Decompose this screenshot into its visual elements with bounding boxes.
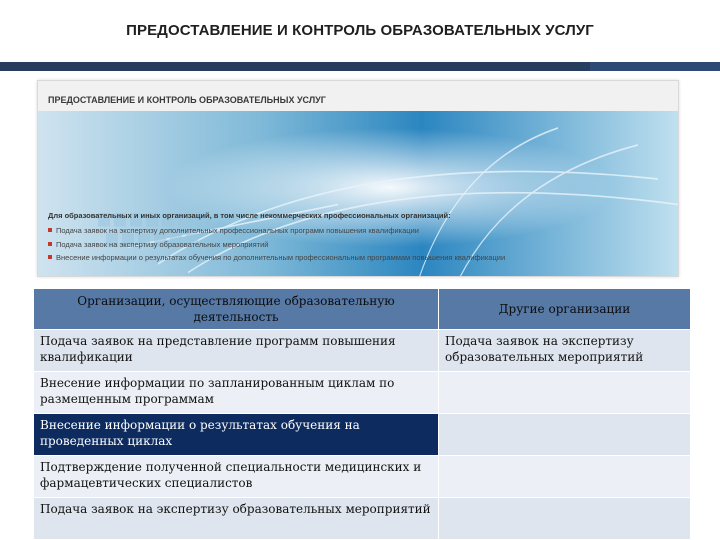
- table-row-highlighted: [34, 414, 691, 456]
- title-bar: [0, 62, 720, 71]
- header-educational-orgs: Организации, осуществляющие образовательную деятельность: [34, 289, 439, 330]
- services-table: [33, 288, 691, 540]
- table-row: [34, 372, 691, 414]
- list-item[interactable]: Внесение информации о результатах обучения по дополнительным профессиональным программам повышения квалификации: [48, 251, 505, 265]
- table-cell: Внесение информации о результатах обучения на проведенных циклах: [34, 414, 439, 456]
- table-cell: [439, 372, 691, 414]
- table-cell: Подача заявок на экспертизу образовательных мероприятий: [34, 498, 439, 540]
- portal-screenshot: [37, 80, 679, 277]
- list-item[interactable]: Подача заявок на экспертизу образовательных мероприятий: [48, 238, 505, 252]
- title-bar-accent: [590, 62, 720, 71]
- table-cell: Внесение информации по запланированным циклам по размещенным программам: [34, 372, 439, 414]
- table-row: [34, 498, 691, 540]
- table-row: [34, 456, 691, 498]
- table-cell: [439, 456, 691, 498]
- table-cell: [439, 498, 691, 540]
- table-header-row: [34, 289, 691, 330]
- slide-title: ПРЕДОСТАВЛЕНИЕ И КОНТРОЛЬ ОБРАЗОВАТЕЛЬНЫХ УСЛУГ: [126, 22, 594, 39]
- table-cell: Подача заявок на экспертизу образовательных мероприятий: [439, 330, 691, 372]
- table-cell: [439, 414, 691, 456]
- table-cell: Подтверждение полученной специальности медицинских и фармацевтических специалистов: [34, 456, 439, 498]
- table-row: [34, 330, 691, 372]
- screenshot-header: ПРЕДОСТАВЛЕНИЕ И КОНТРОЛЬ ОБРАЗОВАТЕЛЬНЫХ УСЛУГ: [48, 95, 326, 105]
- screenshot-list: [48, 224, 505, 265]
- list-item[interactable]: Подача заявок на экспертизу дополнительных профессиональных программ повышения квалификации: [48, 224, 505, 238]
- table-cell: Подача заявок на представление программ повышения квалификации: [34, 330, 439, 372]
- screenshot-intro: Для образовательных и иных организаций, в том числе некоммерческих профессиональных организаций:: [48, 211, 451, 220]
- header-other-orgs: Другие организации: [439, 289, 691, 330]
